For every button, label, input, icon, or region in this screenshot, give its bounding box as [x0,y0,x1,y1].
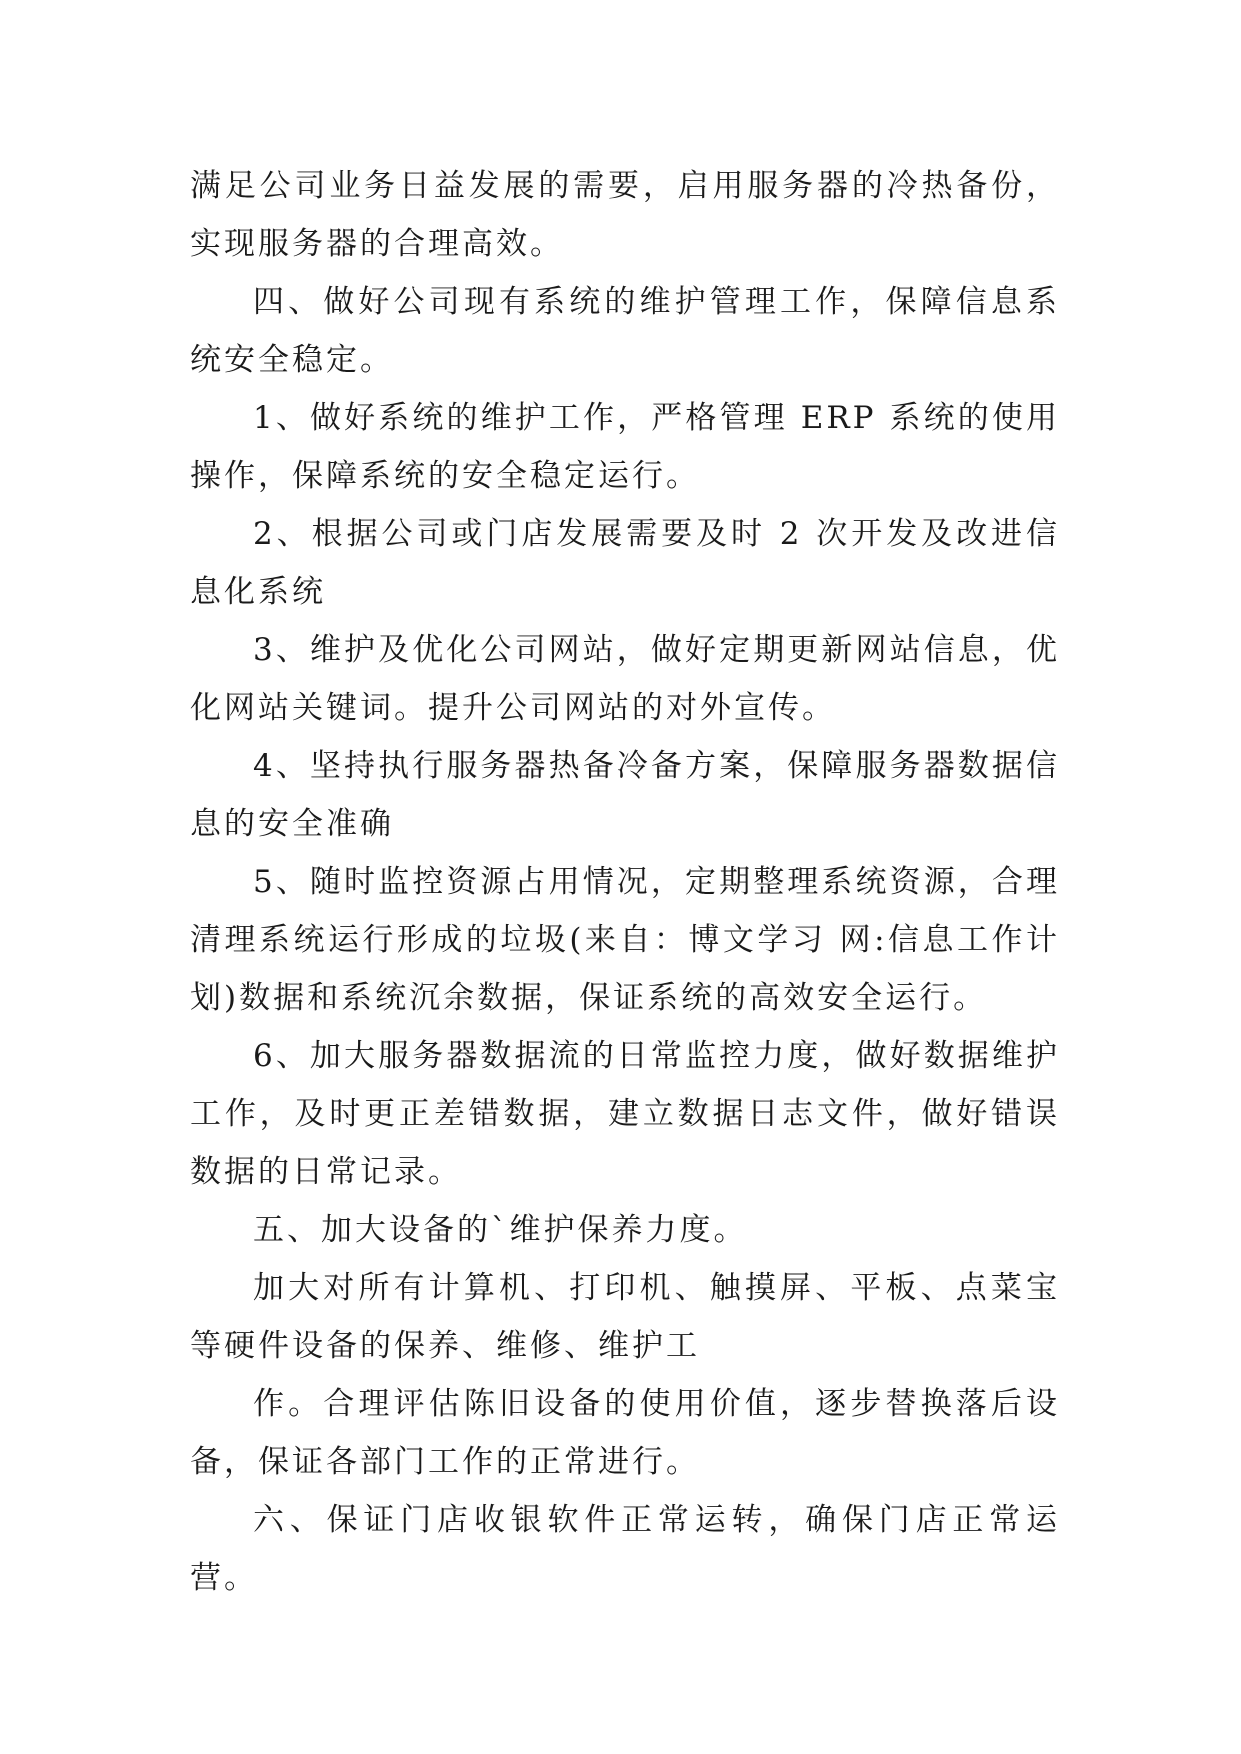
list-item-1: 1、做好系统的维护工作，严格管理 ERP 系统的使用操作，保障系统的安全稳定运行。 [190,400,1060,494]
paragraph-equipment-cont: 作。合理评估陈旧设备的使用价值，逐步替换落后设备，保证各部门工作的正常进行。 [190,1386,1060,1480]
list-item-2: 2、根据公司或门店发展需要及时 2 次开发及改进信息化系统 [190,516,1060,610]
paragraph-equipment: 加大对所有计算机、打印机、触摸屏、平板、点菜宝等硬件设备的保养、维修、维护工 [190,1270,1060,1364]
paragraph-intro: 满足公司业务日益发展的需要，启用服务器的冷热备份，实现服务器的合理高效。 [190,168,1060,262]
list-item-5: 5、随时监控资源占用情况，定期整理系统资源，合理清理系统运行形成的垃圾(来自：博文学习 网:信息工作计划)数据和系统沉余数据，保证系统的高效安全运行。 [190,864,1060,1016]
list-item-3: 3、维护及优化公司网站，做好定期更新网站信息，优化网站关键词。提升公司网站的对外宣传。 [190,632,1060,726]
document-page [190,157,1060,1607]
list-item-6: 6、加大服务器数据流的日常监控力度，做好数据维护工作，及时更正差错数据，建立数据日志文件，做好错误数据的日常记录。 [190,1038,1060,1190]
section-heading-4: 四、做好公司现有系统的维护管理工作，保障信息系统安全稳定。 [190,284,1060,378]
list-item-4: 4、坚持执行服务器热备冷备方案，保障服务器数据信息的安全准确 [190,748,1060,842]
section-heading-6: 六、保证门店收银软件正常运转，确保门店正常运营。 [190,1502,1060,1596]
section-heading-5: 五、加大设备的`维护保养力度。 [253,1212,748,1248]
